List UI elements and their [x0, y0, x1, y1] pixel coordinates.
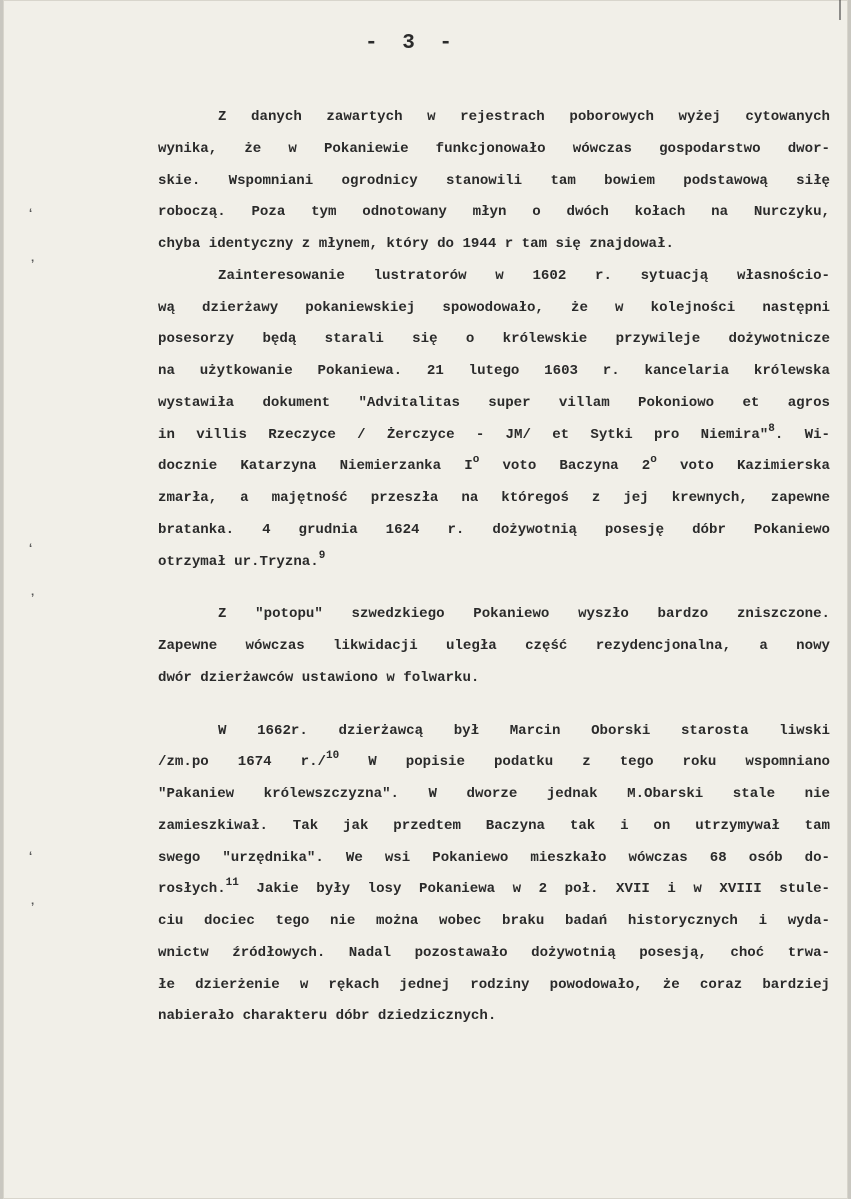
text-line: Z "potopu" szwedzkiego Pokaniewo wyszło bardzo zniszczone. — [218, 606, 830, 623]
body-text — [158, 102, 830, 1033]
text-line — [158, 451, 830, 483]
margin-mark: ʼ — [29, 258, 37, 272]
text-line: wystawiła dokument "Advitalitas super villam Pokoniowo et agros — [158, 394, 830, 411]
text-line — [158, 547, 830, 579]
text-line: dwór dzierżawców ustawiono w folwarku. — [158, 669, 480, 686]
text-line: swego "urzędnika". We wsi Pokaniewo mieszkało wówczas 68 osób do- — [158, 849, 830, 866]
document-page — [3, 0, 848, 1199]
margin-mark: ʻ — [27, 542, 35, 556]
margin-mark: ʻ — [27, 207, 35, 221]
text-line: wynika, że w Pokaniewie funkcjonowało wówczas gospodarstwo dwor- — [158, 140, 830, 157]
footnote-ref[interactable]: 11 — [225, 877, 239, 890]
ordinal-mark: o — [650, 454, 657, 467]
paragraph-gap — [158, 578, 830, 599]
text-line — [158, 747, 830, 779]
text-line: Zapewne wówczas likwidacji uległa część rezydencjonalna, a nowy — [158, 638, 830, 654]
text-line: posesorzy będą starali się o królewskie przywileje dożywotnicze — [158, 331, 830, 348]
footnote-ref[interactable]: 9 — [318, 549, 326, 562]
text-line: łe dzierżenie w rękach jednej rodziny powodowało, że coraz bardziej — [158, 976, 830, 993]
text-segment: W popisie podatku z tego roku wspomniano — [339, 754, 830, 771]
paragraph — [158, 599, 830, 694]
text-line: W 1662r. dzierżawcą był Marcin Oborski starosta liwski — [218, 722, 830, 739]
margin-mark: ʼ — [29, 901, 37, 915]
text-line: roboczą. Poza tym odnotowany młyn o dwóch kołach na Nurczyku, — [158, 204, 830, 221]
paragraph — [158, 102, 830, 261]
text-line: nabierało charakteru dóbr dziedzicznych. — [158, 1008, 497, 1025]
text-segment: . Wi- — [774, 426, 830, 443]
text-line: "Pakaniew królewszczyzna". W dworze jednak M.Obarski stale nie — [158, 786, 830, 802]
text-line: Zainteresowanie lustratorów w 1602 r. sytuacją własnościo- — [218, 267, 830, 284]
text-segment: /zm.po 1674 r./ — [158, 754, 327, 771]
text-segment: voto Baczyna 2 — [479, 458, 651, 475]
text-line: zamieszkiwał. Tak jak przedtem Baczyna tak i on utrzymywał tam — [158, 817, 830, 834]
text-line: wą dzierżawy pokaniewskiej spowodowało, że w kolejności następni — [158, 299, 830, 316]
text-segment: otrzymał ur.Tryzna. — [158, 553, 319, 570]
text-segment: voto Kazimierska — [656, 458, 830, 475]
text-segment: in villis Rzeczyce / Żerczyce - JM/ et Sytki pro Niemira" — [158, 426, 769, 443]
text-line — [158, 874, 830, 906]
text-line: skie. Wspomniani ogrodnicy stanowili tam bowiem podstawową siłę — [158, 172, 830, 189]
footnote-ref[interactable]: 10 — [326, 750, 340, 763]
text-segment: docznie Katarzyna Niemierzanka I — [158, 458, 473, 475]
paragraph-gap — [158, 695, 830, 716]
page-number: - 3 - — [365, 32, 459, 55]
text-line: bratanka. 4 grudnia 1624 r. dożywotnią posesję dóbr Pokaniewo — [158, 521, 830, 538]
ordinal-mark: o — [472, 454, 480, 467]
paragraph — [158, 261, 830, 579]
text-line — [158, 420, 830, 452]
text-segment: rosłych. — [158, 881, 226, 898]
margin-mark: ʼ — [29, 592, 37, 606]
text-line: wnictw źródłowych. Nadal pozostawało dożywotnią posesją, choć trwa- — [158, 944, 830, 961]
page-edge-mark — [839, 0, 841, 20]
text-line: zmarła, a majętność przeszła na któregoś z jej krewnych, zapewne — [158, 490, 830, 506]
footnote-ref[interactable]: 8 — [768, 422, 775, 435]
text-line: Z danych zawartych w rejestrach poborowych wyżej cytowanych — [218, 109, 830, 125]
text-line: chyba identyczny z młynem, który do 1944 r tam się znajdował. — [158, 236, 674, 252]
text-line: ciu dociec tego nie można wobec braku badań historycznych i wyda- — [158, 913, 830, 929]
margin-mark: ʻ — [27, 850, 35, 864]
text-segment: Jakie były losy Pokaniewa w 2 poł. XVII i w XVIII stule- — [238, 881, 830, 898]
paragraph — [158, 716, 830, 1034]
text-line: na użytkowanie Pokaniewa. 21 lutego 1603 r. kancelaria królewska — [158, 363, 830, 379]
